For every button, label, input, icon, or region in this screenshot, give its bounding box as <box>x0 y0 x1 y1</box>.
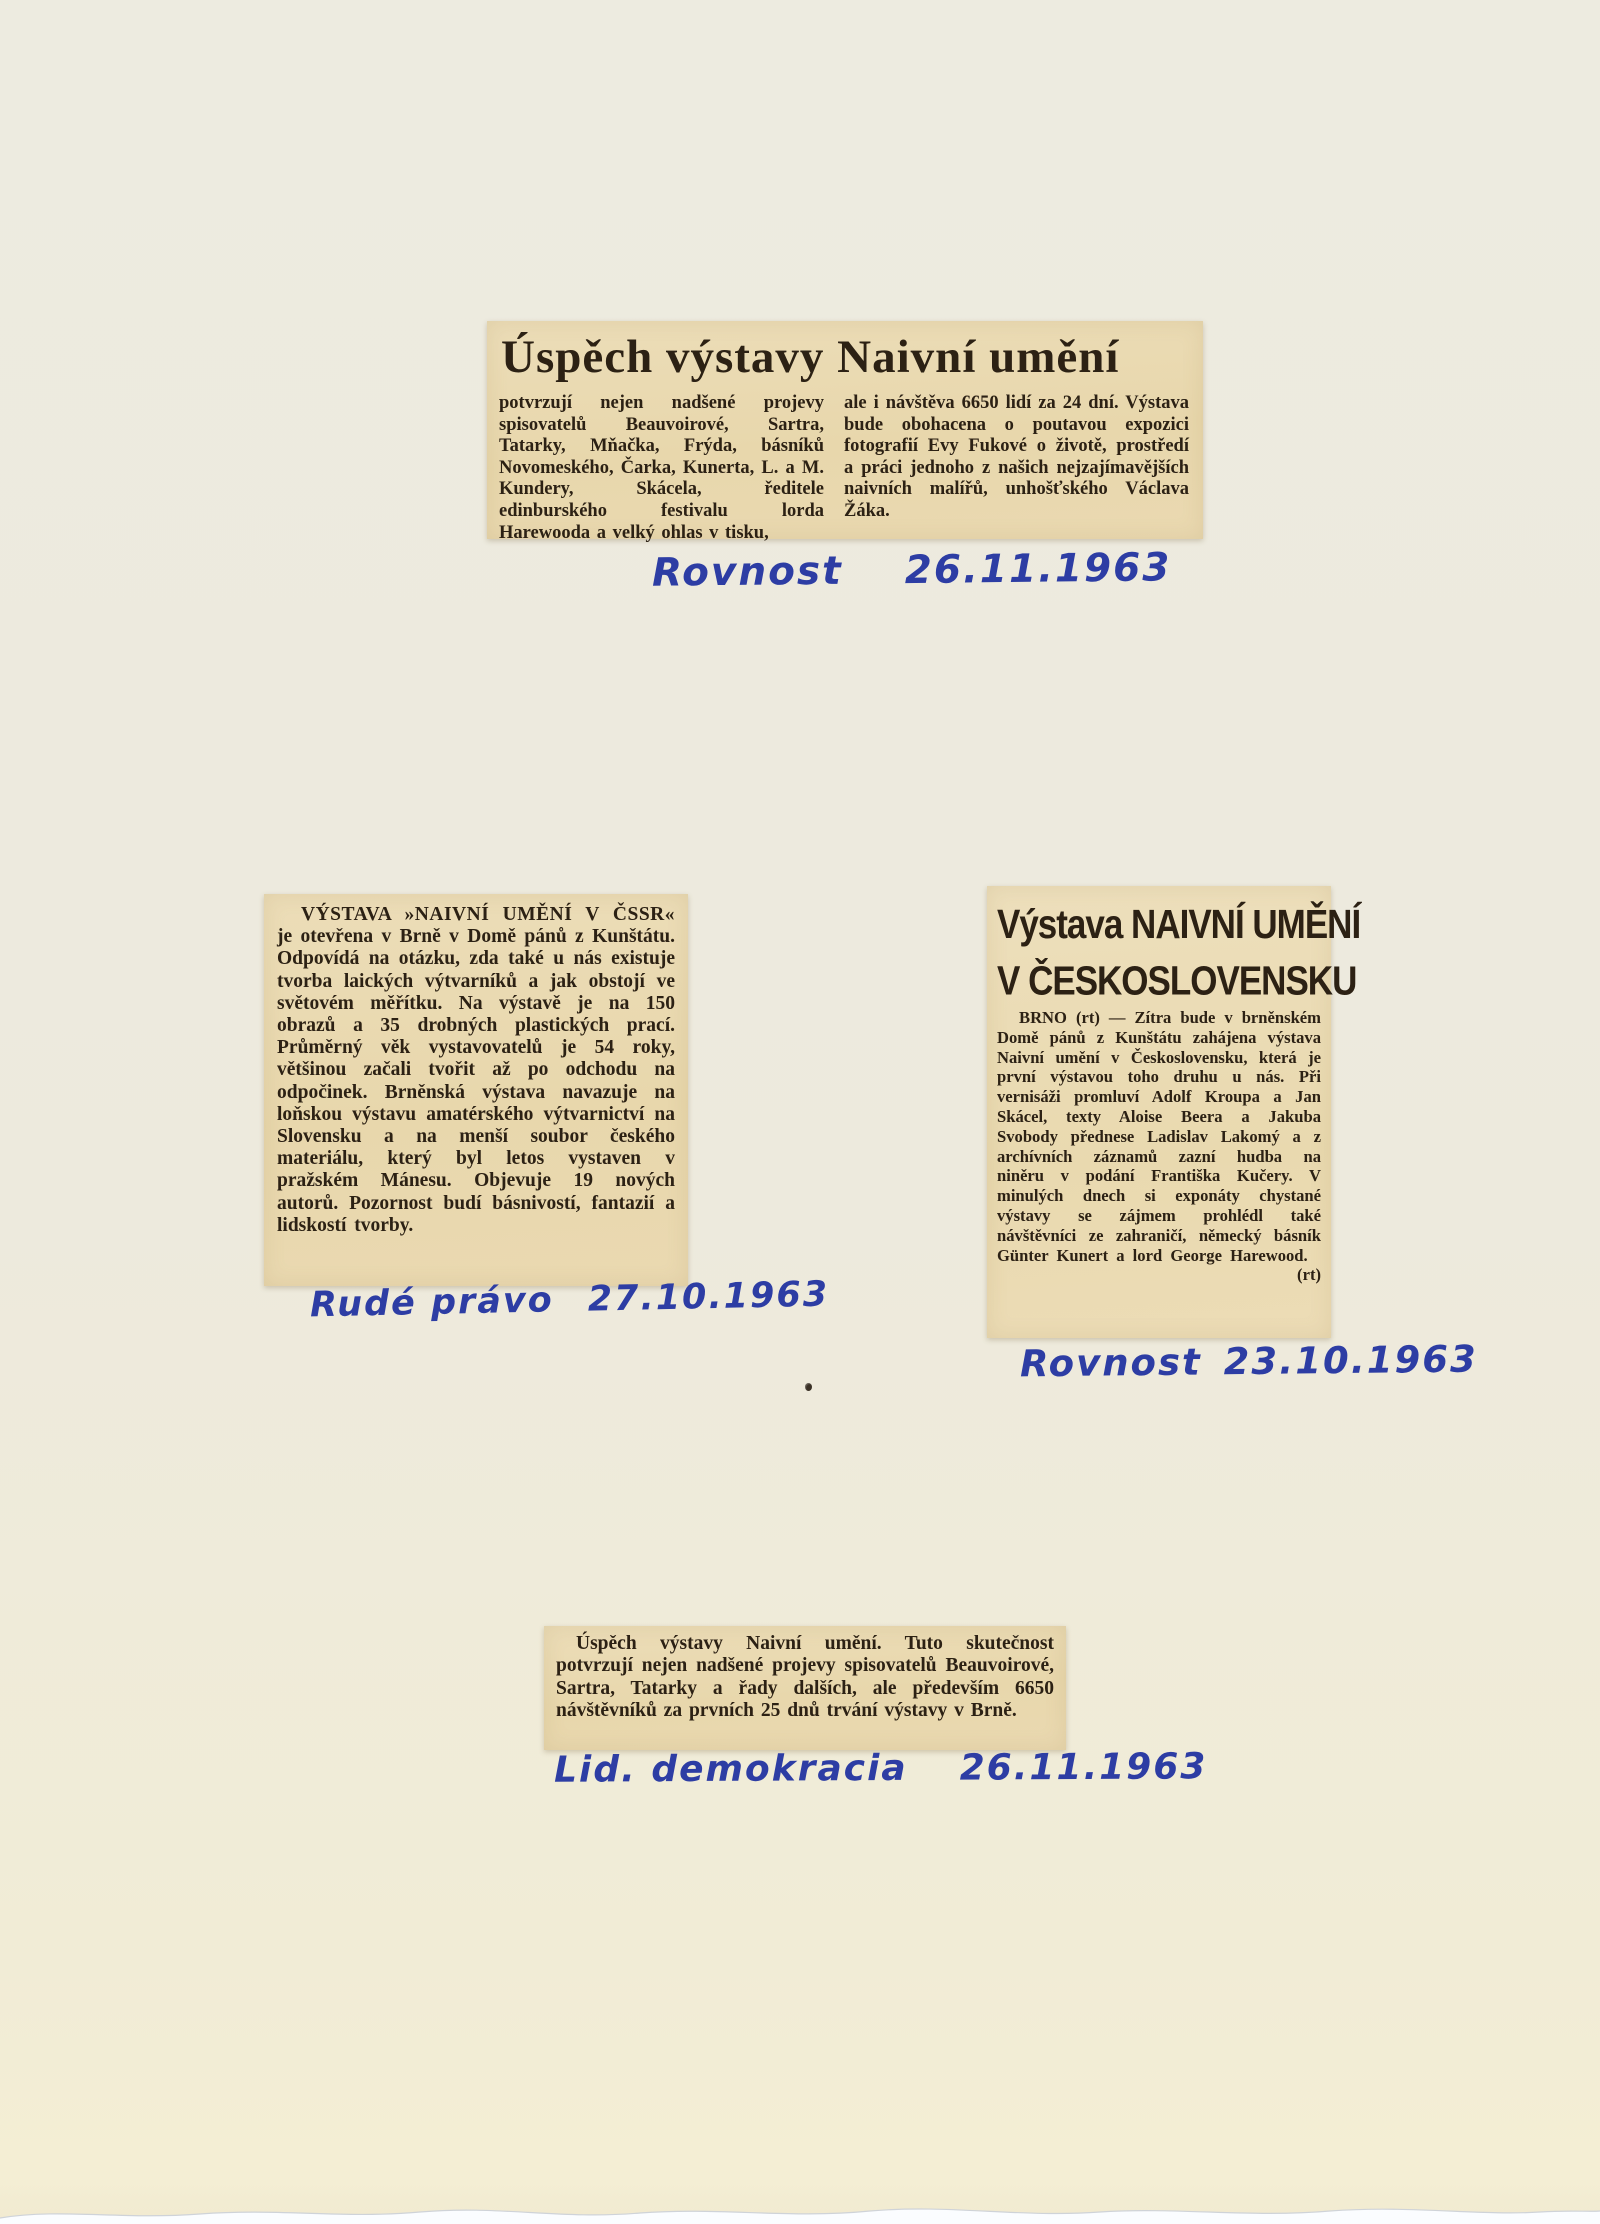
clipping-bottom-paragraph <box>556 1633 1054 1723</box>
clipping-right-paragraph <box>997 1008 1321 1285</box>
clipping-top-headline: Úspěch výstavy Naivní umění <box>501 331 1120 383</box>
clipping-bottom-lead: Úspěch výstavy Naivní umění. <box>576 1633 882 1654</box>
handwritten-note-right <box>1020 1338 1478 1386</box>
note-source: Rudé právo <box>309 1280 555 1326</box>
handwritten-note-top <box>652 545 1172 595</box>
clipping-left-lead: VÝSTAVA »NAIVNÍ UMĚNÍ V ČSSR« <box>301 904 675 925</box>
clipping-left-body: je otevřena v Brně v Domě pánů z Kunštátu. Odpovídá na otázku, zda také u nás existuje tvorba laických výtvarníků a jak obstojí ve světovém měřítku. Na výstavě je na 150 obrazů a 35 drobných plastických prací. Průměrný věk vystavovatelů je 54 roky, většinou začali tvořit až po odchodu na odpočinek. Brněnská výstava navazuje na loňskou výstavu amatérského výtvarnictví na Slovensku a na menší soubor českého materiálu, který byl letos vystaven v pražském Mánesu. Objevuje 19 nových autorů. Pozornost budí básnivostí, fantazií a lidskostí tvorby. <box>277 926 675 1236</box>
clipping-right-body: BRNO (rt) — Zítra bude v brněnském Domě pánů z Kunštátu zahájena výstava Naivní umění v Československu, která je první výstavou toho druhu u nás. Při vernisáži promluví Adolf Kroupa a Jan Skácel, texty Aloise Beera a Jakuba Svobody přednese Ladislav Lakomý a z archívních záznamů zazní hudba na niněru v podání Františka Kučery. V minulých dnech si exponáty chystané výstavy se zájmem prohlédl také návštěvníci ze zahraničí, německý básník Günter Kunert a lord George Harewood. <box>997 1008 1321 1265</box>
clipping-top-column-left: potvrzují nejen nadšené projevy spisovatelů Beauvoirové, Sartra, Tatarky, Mňačka, Frýda, básníků Novomeského, Čarka, Kunerta, L. a M. Kundery, Skácela, ředitele edinburského festivalu lorda Harewooda a velký ohlas v tisku, <box>499 393 824 543</box>
news-clipping-left <box>264 894 688 1286</box>
handwritten-note-bottom <box>554 1746 1208 1790</box>
paper-bottom-edge <box>0 2198 1600 2224</box>
clipping-right-headline-line1: Výstava NAIVNÍ UMĚNÍ <box>997 901 1361 948</box>
news-clipping-bottom <box>544 1626 1066 1750</box>
clipping-right-headline-line2: V ČESKOSLOVENSKU <box>997 958 1357 1004</box>
note-date: 26.11.1963 <box>904 545 1172 594</box>
clipping-top-column-right: ale i návštěva 6650 lidí za 24 dní. Výstava bude obohacena o poutavou expozici fotografií Evy Fukové o životě, prostředí a práci jednoho z našich nejzajímavějších naivních malířů, unhošťského Václava Žáka. <box>844 393 1189 521</box>
clipping-top-columns <box>499 393 1189 544</box>
ink-speck <box>805 1383 812 1391</box>
news-clipping-right <box>987 886 1361 1338</box>
note-source: Rovnost <box>1019 1340 1202 1386</box>
note-date: 23.10.1963 <box>1223 1337 1478 1384</box>
note-date: 27.10.1963 <box>587 1274 830 1320</box>
note-source: Lid. demokracia <box>553 1747 908 1791</box>
news-clipping-top <box>487 321 1203 543</box>
note-date: 26.11.1963 <box>959 1746 1208 1789</box>
clipping-bottom-body: Tuto skutečnost potvrzují nejen nadšené projevy spisovatelů Beauvoirové, Sartra, Tatarky a řady dalších, ale především 6650 návštěvníků za prvních 25 dnů trvání výstavy v Brně. <box>556 1633 1054 1722</box>
clipping-right-headline <box>997 896 1361 1010</box>
clipping-left-paragraph <box>277 904 675 1237</box>
note-source: Rovnost <box>651 548 843 596</box>
clipping-right-byline: (rt) <box>1297 1265 1321 1285</box>
